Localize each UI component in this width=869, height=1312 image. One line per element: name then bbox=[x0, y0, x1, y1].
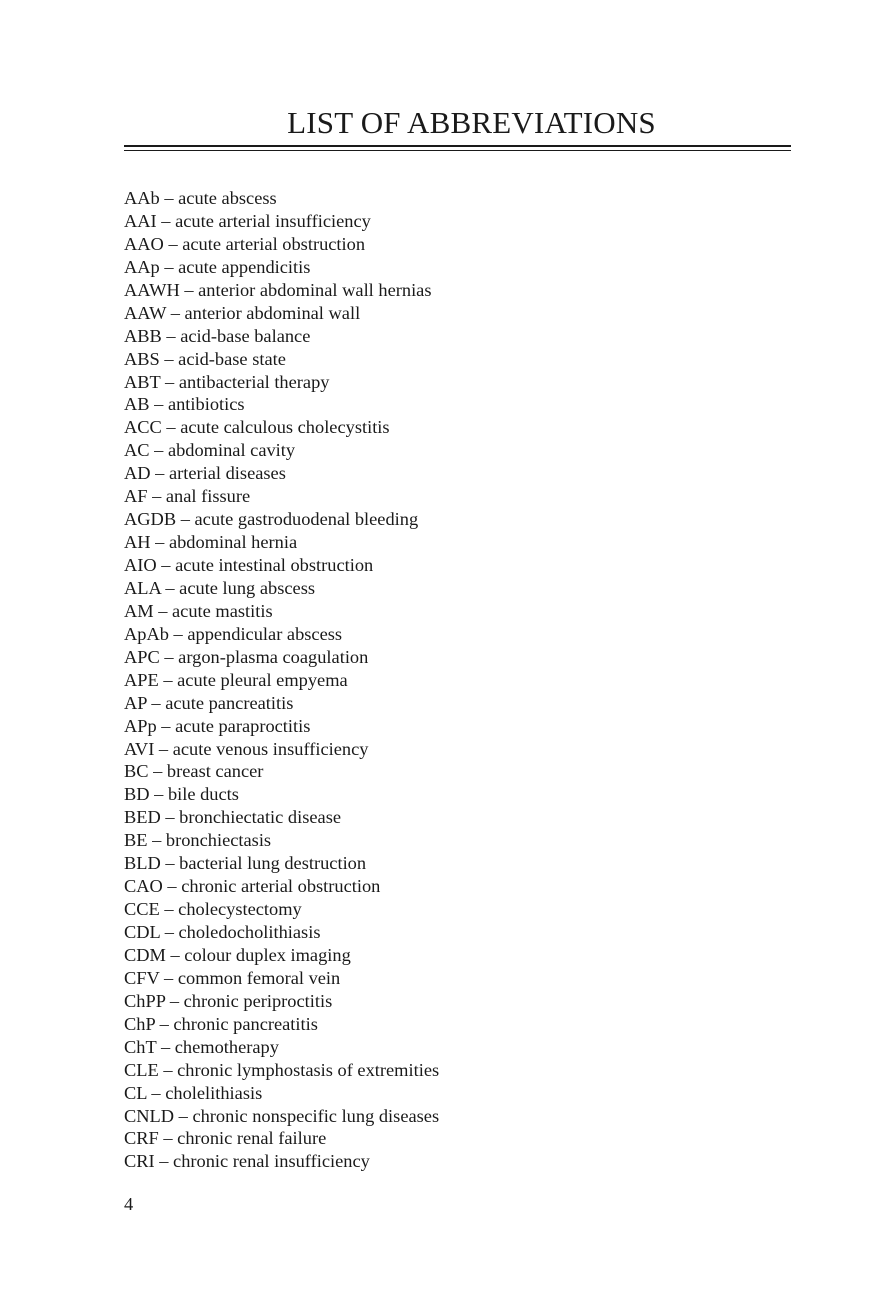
abbreviation-item: AGDB – acute gastroduodenal bleeding bbox=[124, 509, 419, 530]
abbreviation-list bbox=[124, 187, 439, 1173]
abbreviation-item: CRF – chronic renal failure bbox=[124, 1128, 327, 1149]
abbreviation-item: CRI – chronic renal insufficiency bbox=[124, 1151, 370, 1172]
abbreviation-item: CLE – chronic lymphostasis of extremities bbox=[124, 1059, 440, 1080]
abbreviation-item: ALA – acute lung abscess bbox=[124, 577, 316, 598]
abbreviation-item: BED – bronchiectatic disease bbox=[124, 807, 342, 828]
abbreviation-item: AM – acute mastitis bbox=[124, 600, 273, 621]
abbreviation-item: ABS – acid-base state bbox=[124, 348, 286, 369]
abbreviation-item: AD – arterial diseases bbox=[124, 463, 286, 484]
abbreviation-item: CNLD – chronic nonspecific lung diseases bbox=[124, 1105, 440, 1126]
abbreviation-item: AH – abdominal hernia bbox=[124, 532, 298, 553]
abbreviation-item: ABB – acid-base balance bbox=[124, 325, 311, 346]
abbreviation-item: CCE – cholecystectomy bbox=[124, 899, 302, 920]
abbreviation-item: AP – acute pancreatitis bbox=[124, 692, 294, 713]
abbreviation-item: APE – acute pleural empyema bbox=[124, 669, 348, 690]
abbreviation-item: CAO – chronic arterial obstruction bbox=[124, 876, 381, 897]
abbreviation-item: AAO – acute arterial obstruction bbox=[124, 233, 366, 254]
title-rule-thick bbox=[124, 145, 791, 147]
abbreviation-item: AVI – acute venous insufficiency bbox=[124, 738, 369, 759]
abbreviation-item: ChPP – chronic periproctitis bbox=[124, 990, 333, 1011]
page-title: LIST OF ABBREVIATIONS bbox=[287, 105, 656, 140]
abbreviation-item: CFV – common femoral vein bbox=[124, 967, 341, 988]
abbreviation-item: BLD – bacterial lung destruction bbox=[124, 853, 367, 874]
abbreviation-item: AAW – anterior abdominal wall bbox=[124, 302, 361, 323]
abbreviation-item: BE – bronchiectasis bbox=[124, 830, 272, 851]
abbreviation-item: AAWH – anterior abdominal wall hernias bbox=[124, 279, 432, 300]
abbreviation-item: ACC – acute calculous cholecystitis bbox=[124, 417, 390, 438]
abbreviation-item: AB – antibiotics bbox=[124, 394, 245, 415]
page-number: 4 bbox=[124, 1194, 134, 1214]
abbreviation-item: AAp – acute appendicitis bbox=[124, 256, 311, 277]
abbreviation-item: ApAb – appendicular abscess bbox=[124, 623, 343, 644]
abbreviation-item: ChT – chemotherapy bbox=[124, 1036, 279, 1057]
abbreviation-item: BC – breast cancer bbox=[124, 761, 264, 782]
abbreviation-item: AC – abdominal cavity bbox=[124, 440, 296, 461]
abbreviation-item: ChP – chronic pancreatitis bbox=[124, 1013, 318, 1034]
title-rule-thin bbox=[124, 150, 791, 151]
abbreviation-item: CDM – colour duplex imaging bbox=[124, 944, 351, 965]
abbreviation-item: APp – acute paraproctitis bbox=[124, 715, 311, 736]
abbreviation-item: AAI – acute arterial insufficiency bbox=[124, 210, 371, 231]
abbreviation-item: AF – anal fissure bbox=[124, 486, 251, 507]
abbreviation-item: AIO – acute intestinal obstruction bbox=[124, 555, 374, 575]
abbreviation-item: CL – cholelithiasis bbox=[124, 1082, 263, 1103]
abbreviation-item: AAb – acute abscess bbox=[124, 188, 277, 208]
abbreviation-item: APC – argon-plasma coagulation bbox=[124, 646, 369, 667]
abbreviation-item: CDL – choledocholithiasis bbox=[124, 922, 321, 942]
abbreviation-item: BD – bile ducts bbox=[124, 784, 239, 805]
abbreviation-item: ABT – antibacterial therapy bbox=[124, 371, 330, 392]
